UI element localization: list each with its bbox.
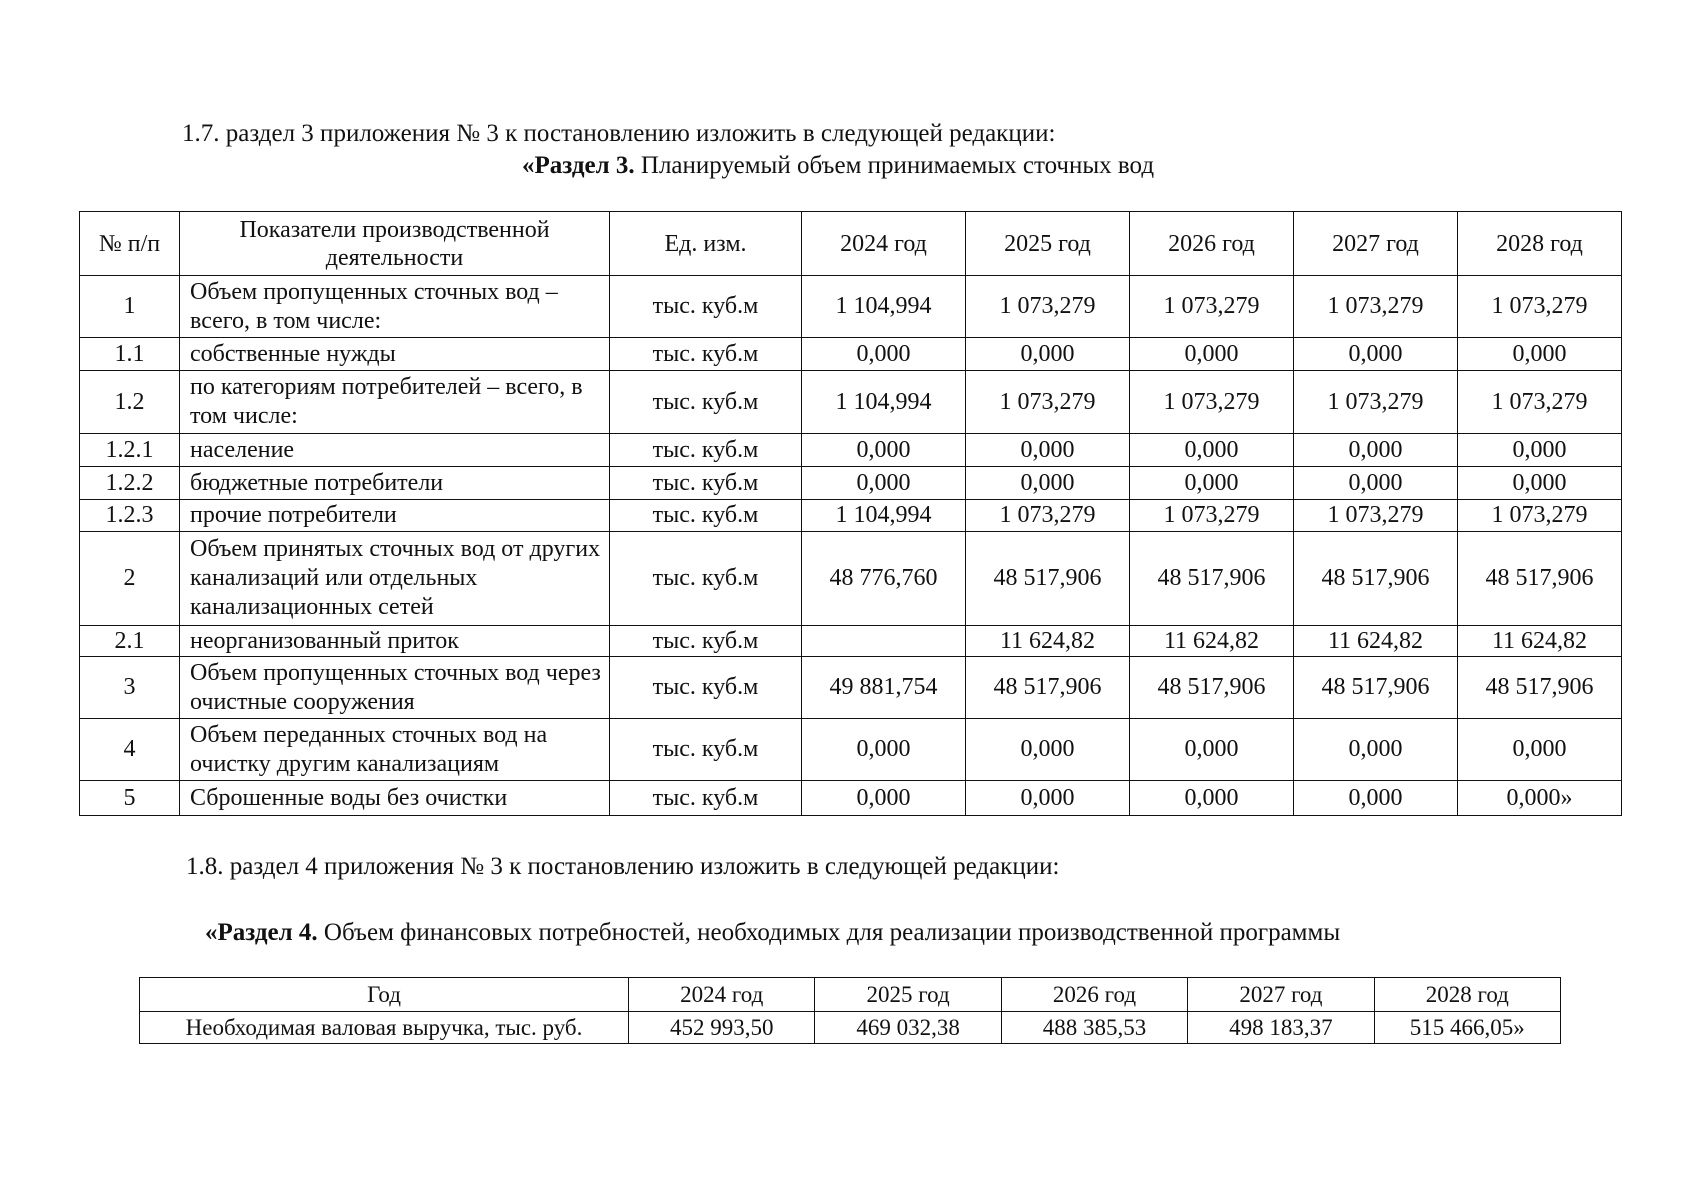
value-2028: 0,000	[1458, 338, 1622, 371]
row-indicator: неорганизованный приток	[180, 626, 610, 657]
row-unit: тыс. куб.м	[610, 657, 802, 719]
column-header: Показатели производственной деятельности	[180, 212, 610, 276]
table-row	[140, 1012, 1561, 1044]
row-indicator: по категориям потребителей – всего, в том числе:	[180, 371, 610, 434]
value-2025: 11 624,82	[966, 626, 1130, 657]
row-number: 1.1	[80, 338, 180, 371]
value-2028: 48 517,906	[1458, 532, 1622, 626]
row-number: 3	[80, 657, 180, 719]
row-indicator: собственные нужды	[180, 338, 610, 371]
row-indicator: Объем пропущенных сточных вод через очистные сооружения	[180, 657, 610, 719]
table-row	[80, 276, 1622, 338]
row-indicator: бюджетные потребители	[180, 467, 610, 500]
column-header: 2027 год	[1188, 978, 1374, 1012]
section3-table	[79, 211, 1622, 816]
column-header: 2028 год	[1374, 978, 1560, 1012]
row-indicator: прочие потребители	[180, 500, 610, 532]
value-2027: 0,000	[1294, 338, 1458, 371]
table-row	[80, 532, 1622, 626]
row-unit: тыс. куб.м	[610, 500, 802, 532]
row-indicator: население	[180, 434, 610, 467]
value-2024: 1 104,994	[802, 500, 966, 532]
value-2025: 0,000	[966, 781, 1130, 816]
value-2025: 1 073,279	[966, 500, 1130, 532]
value-2025: 1 073,279	[966, 276, 1130, 338]
value-2024: 0,000	[802, 434, 966, 467]
value-2028: 1 073,279	[1458, 276, 1622, 338]
section4-heading-bold: «Раздел 4.	[205, 919, 318, 946]
value-2026: 0,000	[1130, 719, 1294, 781]
section3-heading-text: Планируемый объем принимаемых сточных вод	[634, 152, 1155, 179]
table-row	[80, 657, 1622, 719]
row-number: 2.1	[80, 626, 180, 657]
section3-intro: 1.7. раздел 3 приложения № 3 к постановлению изложить в следующей редакции:	[182, 120, 1056, 147]
section4-heading	[205, 918, 1340, 948]
value-2027: 11 624,82	[1294, 626, 1458, 657]
row-number: 4	[80, 719, 180, 781]
row-unit: тыс. куб.м	[610, 532, 802, 626]
column-header: 2024 год	[802, 212, 966, 276]
value-2027: 1 073,279	[1294, 371, 1458, 434]
value-2025: 1 073,279	[966, 371, 1130, 434]
table-row	[80, 434, 1622, 467]
column-header: 2025 год	[966, 212, 1130, 276]
section3-heading-bold: «Раздел 3.	[522, 152, 635, 179]
row-unit: тыс. куб.м	[610, 467, 802, 500]
column-header: 2028 год	[1458, 212, 1622, 276]
value-2028: 515 466,05»	[1374, 1012, 1560, 1044]
value-2028: 0,000	[1458, 434, 1622, 467]
value-2024: 1 104,994	[802, 276, 966, 338]
column-header: № п/п	[80, 212, 180, 276]
column-header: 2024 год	[629, 978, 815, 1012]
value-2026: 0,000	[1130, 434, 1294, 467]
table-row	[80, 467, 1622, 500]
value-2027: 1 073,279	[1294, 500, 1458, 532]
row-number: 5	[80, 781, 180, 816]
value-2028: 0,000»	[1458, 781, 1622, 816]
value-2028: 0,000	[1458, 467, 1622, 500]
value-2026: 48 517,906	[1130, 657, 1294, 719]
value-2025: 469 032,38	[815, 1012, 1001, 1044]
row-unit: тыс. куб.м	[610, 276, 802, 338]
value-2026: 488 385,53	[1001, 1012, 1187, 1044]
column-header: Год	[140, 978, 629, 1012]
column-header: 2027 год	[1294, 212, 1458, 276]
value-2025: 48 517,906	[966, 657, 1130, 719]
value-2025: 0,000	[966, 434, 1130, 467]
value-2024: 1 104,994	[802, 371, 966, 434]
row-unit: тыс. куб.м	[610, 338, 802, 371]
table-header-row	[140, 978, 1561, 1012]
value-2027: 0,000	[1294, 781, 1458, 816]
value-2025: 0,000	[966, 338, 1130, 371]
value-2027: 498 183,37	[1188, 1012, 1374, 1044]
value-2025: 48 517,906	[966, 532, 1130, 626]
column-header: 2026 год	[1130, 212, 1294, 276]
section4-intro: 1.8. раздел 4 приложения № 3 к постановлению изложить в следующей редакции:	[186, 853, 1060, 880]
table-row	[80, 371, 1622, 434]
value-2024: 452 993,50	[629, 1012, 815, 1044]
value-2027: 0,000	[1294, 719, 1458, 781]
row-number: 1.2.2	[80, 467, 180, 500]
value-2028: 0,000	[1458, 719, 1622, 781]
value-2024: 48 776,760	[802, 532, 966, 626]
value-2026: 1 073,279	[1130, 371, 1294, 434]
value-2024: 0,000	[802, 719, 966, 781]
value-2028: 1 073,279	[1458, 371, 1622, 434]
value-2024	[802, 626, 966, 657]
row-number: 1	[80, 276, 180, 338]
value-2024: 0,000	[802, 781, 966, 816]
value-2026: 1 073,279	[1130, 500, 1294, 532]
value-2028: 48 517,906	[1458, 657, 1622, 719]
value-2028: 1 073,279	[1458, 500, 1622, 532]
value-2027: 0,000	[1294, 467, 1458, 500]
value-2026: 0,000	[1130, 781, 1294, 816]
row-unit: тыс. куб.м	[610, 371, 802, 434]
table-row	[80, 719, 1622, 781]
value-2027: 48 517,906	[1294, 657, 1458, 719]
row-number: 2	[80, 532, 180, 626]
value-2026: 11 624,82	[1130, 626, 1294, 657]
table-row	[80, 781, 1622, 816]
value-2026: 0,000	[1130, 467, 1294, 500]
row-indicator: Объем принятых сточных вод от других канализаций или отдельных канализационных сетей	[180, 532, 610, 626]
table-header-row	[80, 212, 1622, 276]
row-indicator: Сброшенные воды без очистки	[180, 781, 610, 816]
table-row	[80, 338, 1622, 371]
value-2025: 0,000	[966, 719, 1130, 781]
value-2026: 1 073,279	[1130, 276, 1294, 338]
value-2027: 48 517,906	[1294, 532, 1458, 626]
row-indicator: Объем пропущенных сточных вод – всего, в том числе:	[180, 276, 610, 338]
row-unit: тыс. куб.м	[610, 626, 802, 657]
row-unit: тыс. куб.м	[610, 719, 802, 781]
section4-table	[139, 977, 1561, 1044]
value-2024: 49 881,754	[802, 657, 966, 719]
value-2025: 0,000	[966, 467, 1130, 500]
row-label: Необходимая валовая выручка, тыс. руб.	[140, 1012, 629, 1044]
table-row	[80, 500, 1622, 532]
row-unit: тыс. куб.м	[610, 434, 802, 467]
value-2027: 1 073,279	[1294, 276, 1458, 338]
section3-heading	[522, 151, 1154, 181]
value-2026: 0,000	[1130, 338, 1294, 371]
value-2028: 11 624,82	[1458, 626, 1622, 657]
row-number: 1.2	[80, 371, 180, 434]
value-2026: 48 517,906	[1130, 532, 1294, 626]
column-header: Ед. изм.	[610, 212, 802, 276]
row-unit: тыс. куб.м	[610, 781, 802, 816]
column-header: 2025 год	[815, 978, 1001, 1012]
row-indicator: Объем переданных сточных вод на очистку другим канализациям	[180, 719, 610, 781]
table-row	[80, 626, 1622, 657]
value-2024: 0,000	[802, 467, 966, 500]
row-number: 1.2.3	[80, 500, 180, 532]
value-2027: 0,000	[1294, 434, 1458, 467]
section4-heading-text: Объем финансовых потребностей, необходимых для реализации производственной программы	[317, 919, 1341, 946]
value-2024: 0,000	[802, 338, 966, 371]
column-header: 2026 год	[1001, 978, 1187, 1012]
row-number: 1.2.1	[80, 434, 180, 467]
